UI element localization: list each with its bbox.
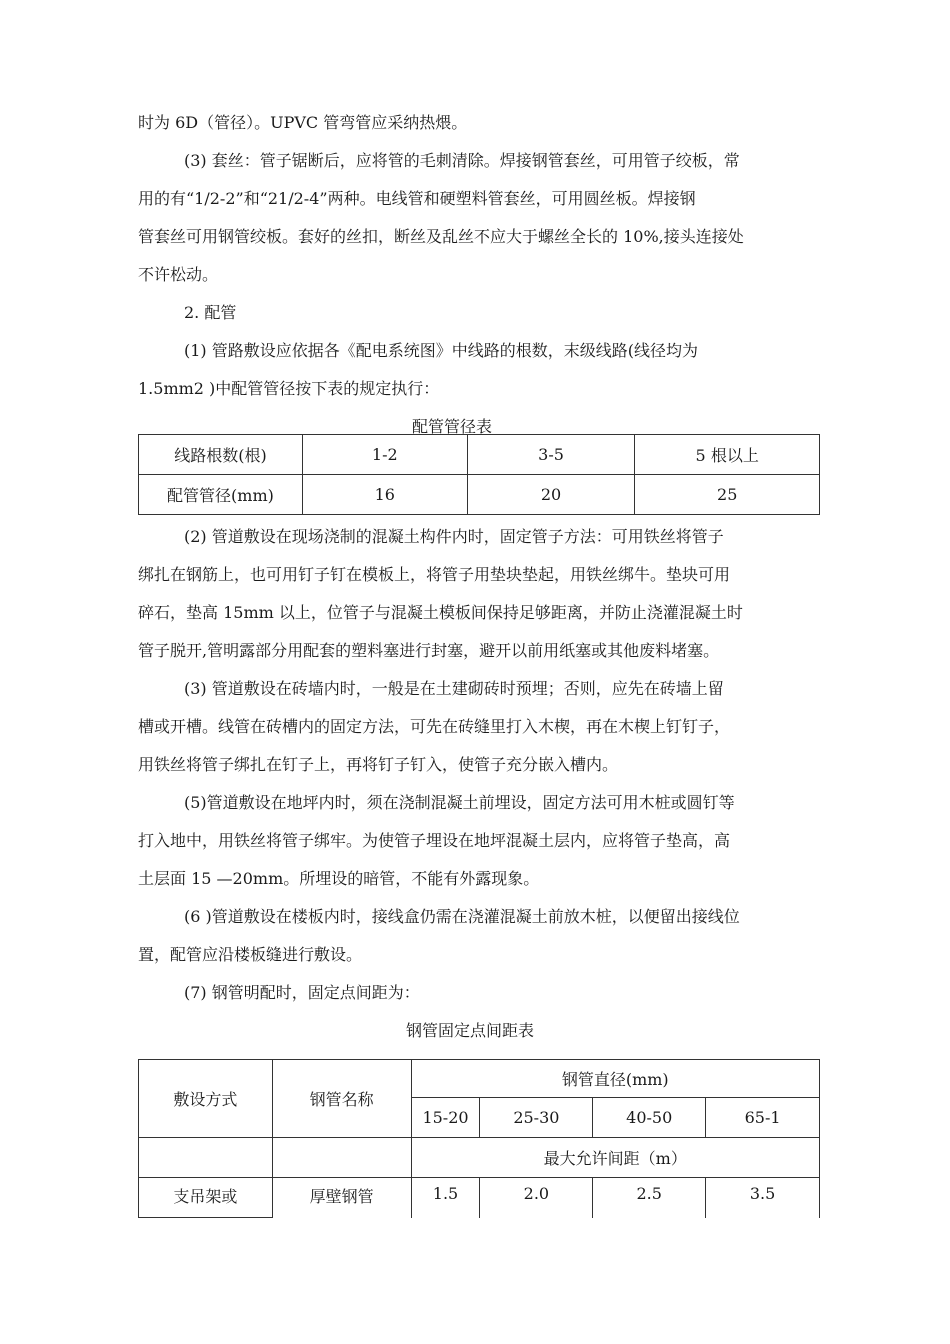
text-line: (5)管道敷设在地坪内时，须在浇制混凝土前埋设，固定方法可用木桩或圆钉等 [184, 793, 735, 812]
table-cell: 2.5 [593, 1178, 706, 1218]
table-cell: 25 [635, 475, 820, 515]
table-row [139, 1060, 820, 1098]
table-caption-fixing-spacing: 钢管固定点间距表 [406, 1021, 535, 1040]
table-caption-pipe-diameter: 配管管径表 [412, 417, 493, 436]
table-row [139, 435, 820, 475]
table-cell [272, 1138, 411, 1178]
text-line: (3) 管道敷设在砖墙内时，一般是在土建砌砖时预埋；否则，应先在砖墙上留 [184, 679, 724, 698]
paragraph-bend-note [138, 104, 820, 142]
table-header-cell: 钢管名称 [272, 1060, 411, 1138]
text-line: 土层面 15 —20mm。所埋设的暗管，不能有外露现象。 [138, 869, 540, 888]
table-cell: 3-5 [467, 435, 635, 475]
text-line: 用铁丝将管子绑扎在钉子上，再将钉子钉入，使管子充分嵌入槽内。 [138, 755, 619, 774]
table-header-cell: 敷设方式 [139, 1060, 273, 1138]
text-line: 1.5mm2 )中配管管径按下表的规定执行： [138, 379, 440, 398]
paragraph-floor-slab [138, 784, 820, 898]
table-header-cell: 钢管直径(mm) [411, 1060, 819, 1098]
text-line: 2. 配管 [184, 303, 237, 322]
paragraph-brick-wall [138, 670, 820, 784]
section-heading-piping [138, 294, 820, 332]
text-line: (7) 钢管明配时，固定点间距为： [184, 983, 420, 1002]
text-line: (3) 套丝：管子锯断后，应将管的毛刺清除。焊接钢管套丝，可用管子绞板，常 [184, 151, 740, 170]
text-line: 置，配管应沿楼板缝进行敷设。 [138, 945, 363, 964]
paragraph-concrete-embed [138, 518, 820, 670]
table-cell: 3.5 [706, 1178, 820, 1218]
text-line: 打入地中，用铁丝将管子绑牢。为使管子埋设在地坪混凝土层内，应将管子垫高，高 [138, 831, 731, 850]
table-cell: 最大允许间距（m） [411, 1138, 819, 1178]
table-cell: 1.5 [411, 1178, 480, 1218]
paragraph-floor-board [138, 898, 820, 974]
table-cell: 2.0 [480, 1178, 593, 1218]
table-cell: 厚壁钢管 [272, 1178, 411, 1218]
text-line: (2) 管道敷设在现场浇制的混凝土构件内时，固定管子方法：可用铁丝将管子 [184, 527, 724, 546]
paragraph-exposed-steel [138, 974, 820, 1012]
table-cell: 线路根数(根) [139, 435, 303, 475]
text-line: 管套丝可用钢管绞板。套好的丝扣，断丝及乱丝不应大于螺丝全长的 10%,接头连接处 [138, 227, 744, 246]
table-cell: 1-2 [302, 435, 467, 475]
paragraph-threading [138, 142, 820, 294]
table-header-cell: 25-30 [480, 1098, 593, 1138]
table-cell: 支吊架或 [139, 1178, 273, 1218]
paragraph-pipe-routing [138, 332, 820, 408]
table-header-cell: 40-50 [593, 1098, 706, 1138]
text-line: (6 )管道敷设在楼板内时，接线盒仍需在浇灌混凝土前放木桩，以便留出接线位 [184, 907, 740, 926]
pipe-diameter-table [138, 434, 820, 515]
fixing-spacing-table [138, 1059, 820, 1218]
table-cell: 16 [302, 475, 467, 515]
text-line: 不许松动。 [138, 265, 219, 284]
table-header-cell: 15-20 [411, 1098, 480, 1138]
table-cell: 20 [467, 475, 635, 515]
table-cell: 配管管径(mm) [139, 475, 303, 515]
table-row [139, 1138, 820, 1178]
table-row [139, 475, 820, 515]
text-line: 碎石，垫高 15mm 以上，位管子与混凝土模板间保持足够距离，并防止浇灌混凝土时 [138, 603, 743, 622]
text-line: 用的有“1/2-2”和“21/2-4”两种。电线管和硬塑料管套丝，可用圆丝板。焊接钢 [138, 189, 696, 208]
table-row [139, 1178, 820, 1218]
table-header-cell: 65-1 [706, 1098, 820, 1138]
text-line: 槽或开槽。线管在砖槽内的固定方法，可先在砖缝里打入木楔，再在木楔上钉钉子， [138, 717, 731, 736]
table-cell [139, 1138, 273, 1178]
text-line: 时为 6D（管径）。UPVC 管弯管应采纳热煨。 [138, 113, 468, 132]
text-line: (1) 管路敷设应依据各《配电系统图》中线路的根数，末级线路(线径均为 [184, 341, 698, 360]
table-cell: 5 根以上 [635, 435, 820, 475]
text-line: 管子脱开,管明露部分用配套的塑料塞进行封塞，避开以前用纸塞或其他废料堵塞。 [138, 641, 720, 660]
text-line: 绑扎在钢筋上，也可用钉子钉在模板上，将管子用垫块垫起，用铁丝绑牛。垫块可用 [138, 565, 731, 584]
